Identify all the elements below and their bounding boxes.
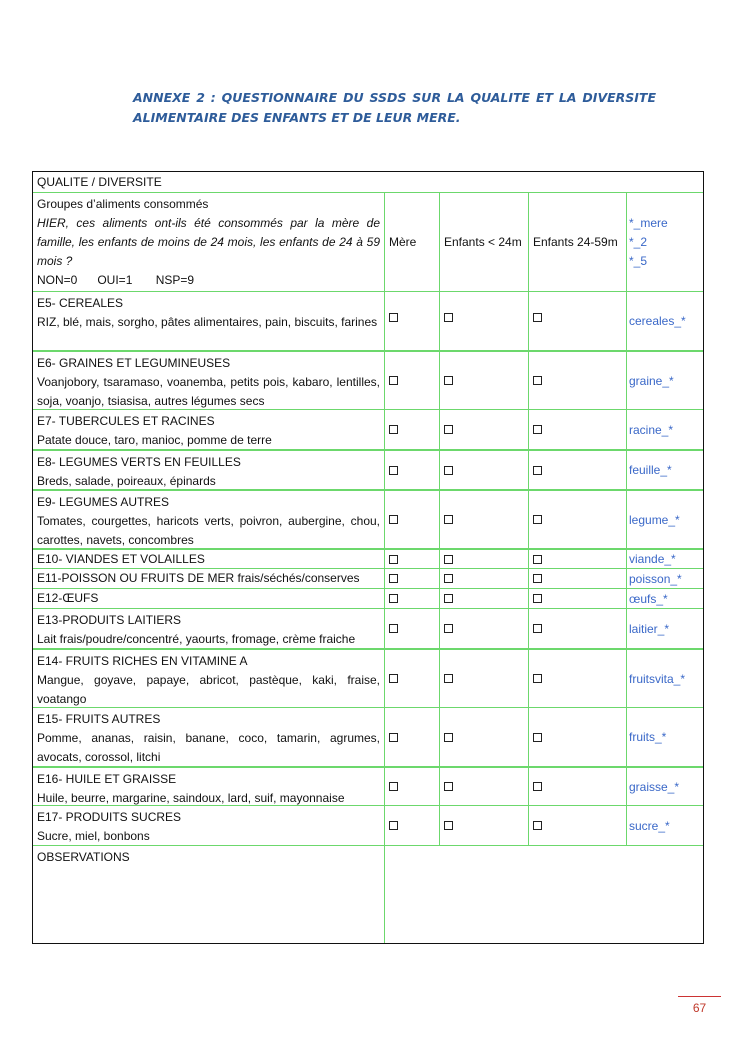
- checkbox-enfants-24-59[interactable]: [533, 466, 542, 475]
- row-var: legume_*: [629, 512, 680, 527]
- questionnaire-table: [32, 171, 704, 944]
- table-header: QUALITE / DIVERSITE: [33, 172, 703, 193]
- page-title: ANNEXE 2 : QUESTIONNAIRE DU SSDS SUR LA QUALITE ET LA DIVERSITE ALIMENTAIRE DES ENFANTS ET DE LEUR MERE.: [133, 90, 656, 125]
- table-row: [33, 805, 703, 845]
- table-row: [33, 291, 703, 350]
- row-var: œufs_*: [629, 591, 668, 606]
- row-var: cereales_*: [629, 314, 686, 328]
- row-var: feuille_*: [629, 463, 672, 477]
- col-header-enfants-lt24: Enfants < 24m: [440, 193, 529, 291]
- row-desc: Sucre, miel, bonbons: [37, 829, 150, 843]
- row-title: E7- TUBERCULES ET RACINES: [37, 414, 215, 428]
- row-title: E5- CEREALES: [37, 296, 124, 310]
- checkbox-enfants-24-59[interactable]: [533, 733, 542, 742]
- row-desc: Voanjobory, tsaramaso, voanemba, petits pois, kabaro, lentilles, soja, voanjo, tsiasisa, autres légumes secs: [37, 375, 380, 408]
- table-row: [33, 648, 703, 707]
- row-var: fruitsvita_*: [629, 671, 686, 686]
- col-header-enfants-24-59: Enfants 24-59m: [529, 193, 627, 291]
- row-var: poisson_*: [629, 571, 682, 586]
- checkbox-enfants-lt24[interactable]: [444, 594, 453, 603]
- row-title: E14- FRUITS RICHES EN VITAMINE A: [37, 654, 248, 668]
- checkbox-enfants-lt24[interactable]: [444, 466, 453, 475]
- table-row: [33, 449, 703, 489]
- checkbox-enfants-24-59[interactable]: [533, 313, 542, 322]
- row-title: E15- FRUITS AUTRES: [37, 712, 161, 726]
- table-row: [33, 588, 703, 608]
- checkbox-enfants-lt24[interactable]: [444, 674, 453, 683]
- checkbox-enfants-lt24[interactable]: [444, 821, 453, 830]
- checkbox-enfants-lt24[interactable]: [444, 782, 453, 791]
- col-header-vars: [627, 193, 703, 291]
- checkbox-enfants-24-59[interactable]: [533, 515, 542, 524]
- row-title: E17- PRODUITS SUCRES: [37, 810, 182, 824]
- checkbox-mere[interactable]: [389, 515, 398, 524]
- row-desc: Pomme, ananas, raisin, banane, coco, tamarin, agrumes, avocats, corossol, litchi: [37, 731, 380, 764]
- checkbox-mere[interactable]: [389, 574, 398, 583]
- checkbox-mere[interactable]: [389, 782, 398, 791]
- checkbox-mere[interactable]: [389, 466, 398, 475]
- checkbox-enfants-24-59[interactable]: [533, 821, 542, 830]
- table-row: [33, 409, 703, 449]
- checkbox-enfants-24-59[interactable]: [533, 376, 542, 385]
- var-5: *_5: [629, 253, 648, 268]
- checkbox-mere[interactable]: [389, 376, 398, 385]
- table-row: [33, 608, 703, 648]
- table-row: [33, 489, 703, 548]
- checkbox-enfants-lt24[interactable]: [444, 733, 453, 742]
- table-row: [33, 548, 703, 568]
- row-var: fruits_*: [629, 730, 667, 744]
- checkbox-mere[interactable]: [389, 733, 398, 742]
- row-desc: Patate douce, taro, manioc, pomme de terre: [37, 433, 272, 447]
- row-title: E6- GRAINES ET LEGUMINEUSES: [37, 356, 231, 370]
- table-row: [33, 568, 703, 588]
- row-desc: RIZ, blé, mais, sorgho, pâtes alimentaires, pain, biscuits, farines: [37, 315, 378, 329]
- checkbox-enfants-lt24[interactable]: [444, 313, 453, 322]
- checkbox-mere[interactable]: [389, 425, 398, 434]
- checkbox-enfants-lt24[interactable]: [444, 376, 453, 385]
- row-desc: Huile, beurre, margarine, saindoux, lard, suif, mayonnaise: [37, 791, 345, 805]
- column-header-row: [33, 193, 703, 291]
- checkbox-enfants-24-59[interactable]: [533, 594, 542, 603]
- row-title: E12-ŒUFS: [37, 591, 99, 605]
- row-var: racine_*: [629, 422, 674, 437]
- row-title: E16- HUILE ET GRAISSE: [37, 772, 177, 786]
- row-var: sucre_*: [629, 818, 670, 833]
- row-var: graine_*: [629, 373, 674, 388]
- row-desc: Tomates, courgettes, haricots verts, poivron, aubergine, chou, carottes, navets, concombres: [37, 514, 380, 547]
- row-var: laitier_*: [629, 621, 670, 636]
- row-var: graisse_*: [629, 779, 680, 794]
- checkbox-enfants-24-59[interactable]: [533, 674, 542, 683]
- col-header-mere: Mère: [385, 193, 440, 291]
- checkbox-mere[interactable]: [389, 821, 398, 830]
- checkbox-enfants-lt24[interactable]: [444, 555, 453, 564]
- row-desc: Lait frais/poudre/concentré, yaourts, fromage, crème fraiche: [37, 632, 356, 646]
- checkbox-enfants-24-59[interactable]: [533, 624, 542, 633]
- checkbox-mere[interactable]: [389, 624, 398, 633]
- row-title: E10- VIANDES ET VOLAILLES: [37, 552, 205, 566]
- checkbox-enfants-24-59[interactable]: [533, 574, 542, 583]
- observations-row: [33, 845, 703, 943]
- row-desc: Breds, salade, poireaux, épinards: [37, 474, 216, 488]
- intro-line: Groupes d’aliments consommés: [37, 197, 209, 211]
- checkbox-enfants-lt24[interactable]: [444, 425, 453, 434]
- intro-codes: NON=0 OUI=1 NSP=9: [37, 273, 195, 287]
- row-title: E11-POISSON OU FRUITS DE MER frais/séchés/conserves: [37, 571, 360, 585]
- table-row: [33, 766, 703, 805]
- row-title: E8- LEGUMES VERTS EN FEUILLES: [37, 455, 241, 469]
- checkbox-mere[interactable]: [389, 555, 398, 564]
- checkbox-enfants-24-59[interactable]: [533, 425, 542, 434]
- observations-label: OBSERVATIONS: [37, 850, 130, 864]
- checkbox-mere[interactable]: [389, 594, 398, 603]
- checkbox-mere[interactable]: [389, 313, 398, 322]
- checkbox-mere[interactable]: [389, 674, 398, 683]
- table-row: [33, 350, 703, 409]
- checkbox-enfants-24-59[interactable]: [533, 782, 542, 791]
- table-row: [33, 707, 703, 766]
- checkbox-enfants-lt24[interactable]: [444, 624, 453, 633]
- checkbox-enfants-lt24[interactable]: [444, 574, 453, 583]
- row-var: viande_*: [629, 552, 676, 566]
- observations-field[interactable]: [385, 846, 703, 943]
- page-number: 67: [678, 996, 721, 1015]
- intro-question: HIER, ces aliments ont-ils été consommés par la mère de famille, les enfants de moins de 24 mois, les enfants de 24 à 59 mois ?: [37, 216, 380, 268]
- row-title: E13-PRODUITS LAITIERS: [37, 613, 182, 627]
- var-mere: *_mere: [629, 215, 668, 230]
- checkbox-enfants-24-59[interactable]: [533, 555, 542, 564]
- intro-cell: [33, 193, 385, 291]
- checkbox-enfants-lt24[interactable]: [444, 515, 453, 524]
- row-desc: Mangue, goyave, papaye, abricot, pastèque, kaki, fraise, voatango: [37, 673, 380, 706]
- var-2: *_2: [629, 234, 648, 249]
- row-title: E9- LEGUMES AUTRES: [37, 495, 170, 509]
